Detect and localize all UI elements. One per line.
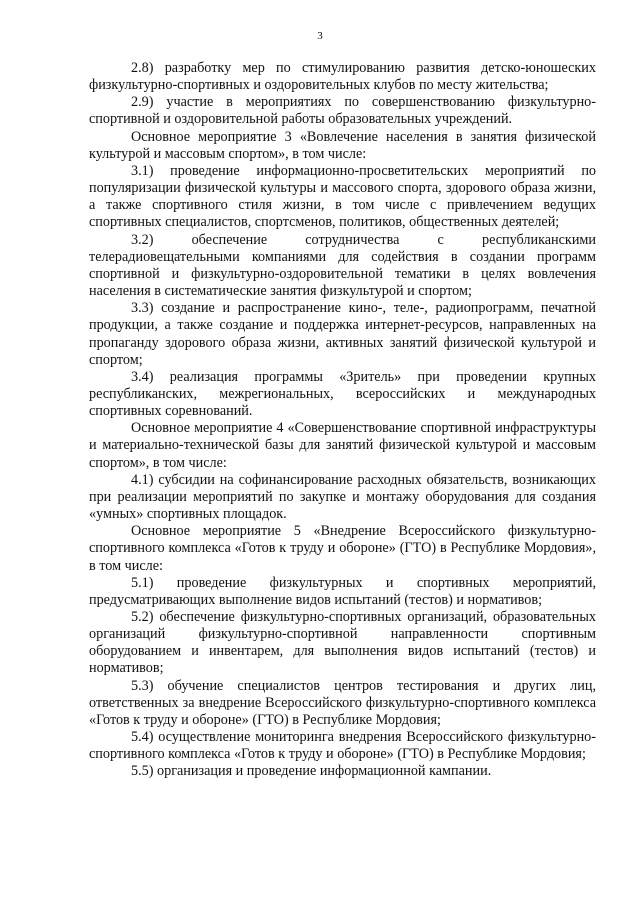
paragraph-4-1: 4.1) субсидии на софинансирование расходных обязательств, возникающих при реализации мероприятий по закупке и монтажу оборудования для создания «умных» спортивных площадок. bbox=[89, 471, 596, 523]
paragraph-5-4: 5.4) осуществление мониторинга внедрения Всероссийского физкультурно-спортивного комплекса «Готов к труду и обороне» (ГТО) в Республике Мордовия; bbox=[89, 729, 596, 763]
document-body bbox=[89, 60, 596, 781]
paragraph-3-3: 3.3) создание и распространение кино-, теле-, радиопрограмм, печатной продукции, а также создание и поддержка интернет-ресурсов, направленных на пропаганду здорового образа жизни, активных занятий физической культурой и спортом; bbox=[89, 300, 596, 368]
paragraph-main-activity-3: Основное мероприятие 3 «Вовлечение населения в занятия физической культурой и массовым спортом», в том числе: bbox=[89, 128, 596, 162]
paragraph-5-3: 5.3) обучение специалистов центров тестирования и других лиц, ответственных за внедрение Всероссийского физкультурно-спортивного комплекса «Готов к труду и обороне» (ГТО) в Республике Мордовия; bbox=[89, 677, 596, 728]
paragraph-main-activity-5: Основное мероприятие 5 «Внедрение Всероссийского физкультурно-спортивного комплекса «Готов к труду и обороне» (ГТО) в Республике Мордовия», в том числе: bbox=[89, 523, 596, 574]
paragraph-2-9: 2.9) участие в мероприятиях по совершенствованию физкультурно-спортивной и оздоровительной работы образовательных учреждений. bbox=[89, 94, 596, 128]
page-number: 3 bbox=[317, 30, 323, 42]
paragraph-5-1: 5.1) проведение физкультурных и спортивных мероприятий, предусматривающих выполнение видов испытаний (тестов) и нормативов; bbox=[89, 574, 596, 608]
paragraph-5-2: 5.2) обеспечение физкультурно-спортивных организаций, образовательных организаций физкультурно-спортивной направленности спортивным оборудованием и инвентарем, для выполнения видов испытаний (тестов) и нормативов; bbox=[89, 609, 596, 677]
paragraph-3-4: 3.4) реализация программы «Зритель» при проведении крупных республиканских, межрегиональных, всероссийских и международных спортивных соревнований. bbox=[89, 368, 596, 420]
paragraph-main-activity-4: Основное мероприятие 4 «Совершенствование спортивной инфраструктуры и материально-технической базы для занятий физической культурой и массовым спортом», в том числе: bbox=[89, 420, 596, 471]
paragraph-3-2: 3.2) обеспечение сотрудничества с республиканскими телерадиовещательными компаниями для содействия в создании программ спортивной и физкультурно-оздоровительной тематики в целях вовлечения населения в систематические занятия физкультурой и спортом; bbox=[89, 231, 596, 300]
paragraph-5-5: 5.5) организация и проведение информационной кампании. bbox=[131, 763, 492, 780]
paragraph-3-1: 3.1) проведение информационно-просветительских мероприятий по популяризации физической культуры и массового спорта, здорового образа жизни, а также спортивного стиля жизни, в том числе с привлечением ведущих спортивных специалистов, спортсменов, политиков, общественных деятелей; bbox=[89, 162, 596, 231]
paragraph-2-8: 2.8) разработку мер по стимулированию развития детско-юношеских физкультурно-спортивных и оздоровительных клубов по месту жительства; bbox=[89, 60, 596, 94]
